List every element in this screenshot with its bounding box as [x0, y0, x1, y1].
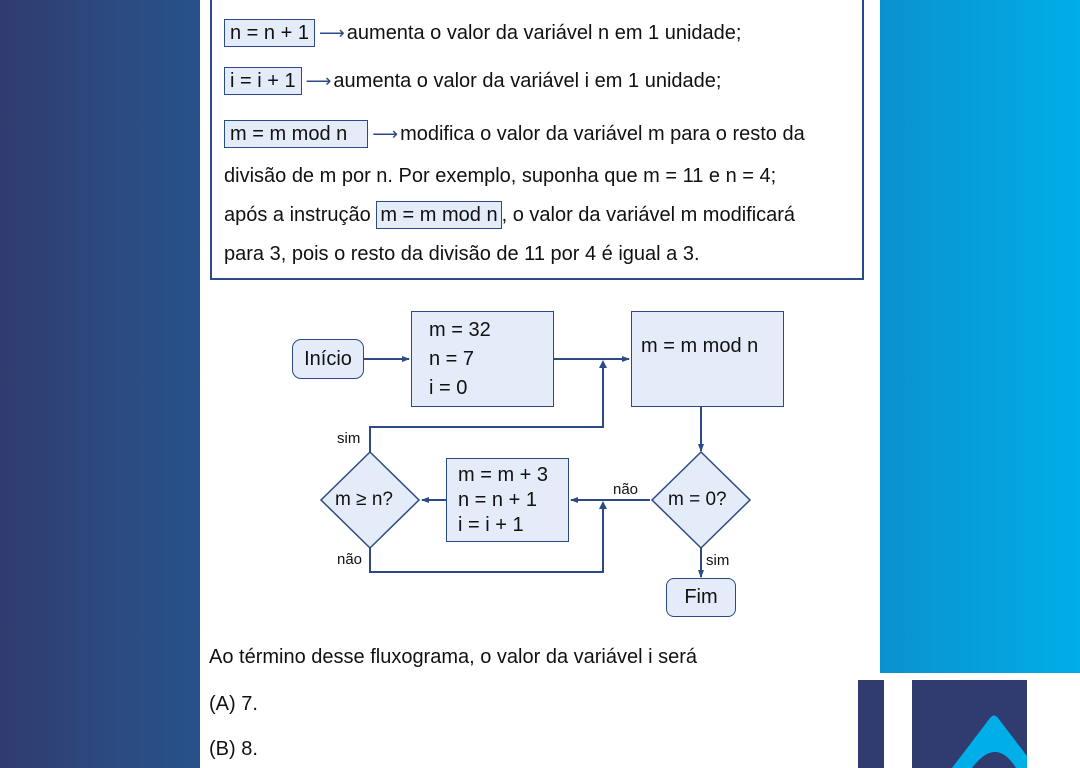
label-nao: não: [613, 481, 639, 498]
explanation-text: , o valor da variável m modificará: [501, 204, 796, 226]
definition-text: aumenta o valor da variável n em 1 unidade;: [346, 22, 742, 44]
code-snippet: i = i + 1: [224, 67, 302, 95]
init-node: [411, 311, 554, 407]
question-prompt: Ao término desse fluxograma, o valor da variável i será: [209, 646, 698, 668]
decision-ge-text: m ≥ n?: [335, 489, 393, 510]
mod-node: m = m mod n: [631, 311, 784, 407]
explanation-text: após a instrução: [224, 204, 371, 226]
update-line: n = n + 1: [458, 489, 537, 511]
label-sim: sim: [337, 430, 361, 447]
arrow-right-icon: ⟶: [305, 71, 332, 91]
start-node: Início: [292, 339, 364, 379]
label-sim: sim: [706, 552, 730, 569]
code-snippet: m = m mod n: [224, 120, 368, 148]
decision-zero-text: m = 0?: [668, 489, 727, 510]
definition-text: modifica o valor da variável m para o resto da: [400, 123, 805, 145]
init-line: n = 7: [429, 348, 475, 370]
init-line: i = 0: [429, 377, 468, 399]
update-line: m = m + 3: [458, 464, 549, 486]
code-snippet: m = m mod n: [376, 201, 501, 229]
option-a[interactable]: (A) 7.: [209, 693, 258, 715]
definition-text: aumenta o valor da variável i em 1 unidade;: [333, 70, 722, 92]
arrow-right-icon: ⟶: [318, 23, 345, 43]
explanation-line: para 3, pois o resto da divisão de 11 por 4 é igual a 3.: [224, 243, 700, 265]
explanation-line: divisão de m por n. Por exemplo, suponha que m = 11 e n = 4;: [224, 165, 777, 187]
option-b[interactable]: (B) 8.: [209, 738, 258, 760]
arrow-right-icon: ⟶: [372, 124, 399, 144]
update-node: [446, 458, 569, 542]
end-node: Fim: [666, 578, 736, 617]
update-line: i = i + 1: [458, 514, 524, 536]
label-nao: não: [337, 551, 363, 568]
code-snippet: n = n + 1: [224, 19, 315, 47]
init-line: m = 32: [429, 319, 491, 341]
